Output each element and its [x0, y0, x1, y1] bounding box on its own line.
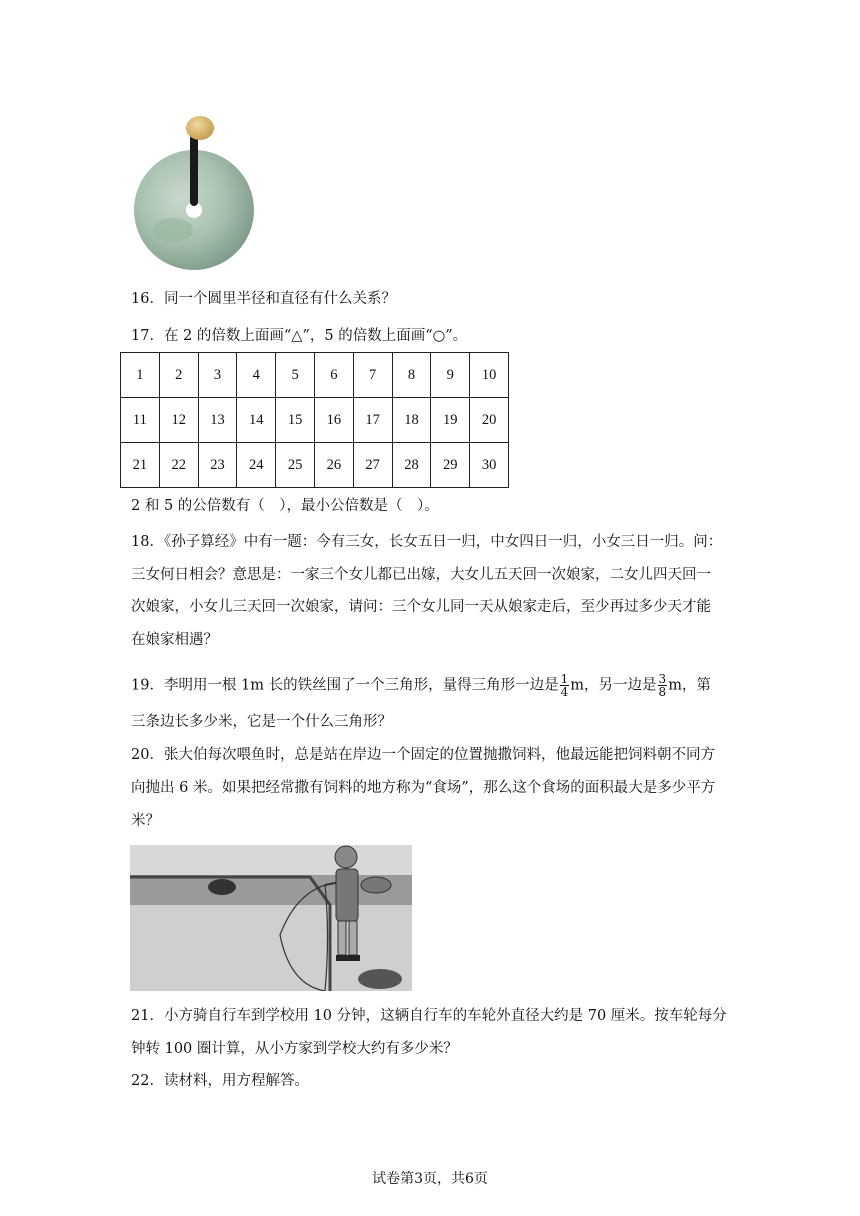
- fraction-one-quarter: $\frac{1}{4}$: [560, 672, 569, 699]
- grid-cell: 13: [198, 398, 237, 443]
- question-19-line-2: 三条边长多少米，它是一个什么三角形？: [131, 714, 392, 730]
- grid-cell: 15: [276, 398, 315, 443]
- grid-cell: 29: [431, 443, 470, 488]
- page-footer: 试卷第3页，共6页: [372, 1171, 488, 1187]
- grid-cell: 27: [353, 443, 392, 488]
- grid-cell: 11: [121, 398, 160, 443]
- question-22: 22．读材料，用方程解答。: [131, 1073, 309, 1089]
- grid-cell: 9: [431, 353, 470, 398]
- question-21-line-1: 21．小方骑自行车到学校用 10 分钟，这辆自行车的车轮外直径大约是 70 厘米。按车轮每分: [131, 1008, 727, 1024]
- grid-cell: 1: [121, 353, 160, 398]
- grid-cell: 8: [392, 353, 431, 398]
- question-18-line-4: 在娘家相遇？: [131, 632, 218, 648]
- question-21-line-2: 钟转 100 圈计算，从小方家到学校大约有多少米？: [131, 1041, 458, 1057]
- grid-row: [121, 443, 509, 488]
- question-20-line-3: 米？: [131, 813, 160, 829]
- grid-cell: 14: [237, 398, 276, 443]
- grid-cell: 22: [159, 443, 198, 488]
- grid-cell: 26: [314, 443, 353, 488]
- grid-cell: 5: [276, 353, 315, 398]
- grid-row: [121, 353, 509, 398]
- fraction-three-eighths: $\frac{3}{8}$: [658, 672, 667, 699]
- question-17: 17．在 2 的倍数上面画“△”，5 的倍数上面画“○”。: [131, 328, 468, 344]
- grid-cell: 20: [470, 398, 509, 443]
- grid-cell: 21: [121, 443, 160, 488]
- grid-row: [121, 398, 509, 443]
- question-16: 16．同一个圆里半径和直径有什么关系？: [131, 291, 396, 307]
- question-20-line-2: 向抛出 6 米。如果把经常撒有饲料的地方称为“食场”，那么这个食场的面积最大是多少平方: [131, 780, 716, 796]
- grid-cell: 16: [314, 398, 353, 443]
- grid-cell: 19: [431, 398, 470, 443]
- grid-cell: 10: [470, 353, 509, 398]
- grid-cell: 30: [470, 443, 509, 488]
- grid-cell: 6: [314, 353, 353, 398]
- feeding-fish-image: [130, 845, 412, 991]
- grid-cell: 24: [237, 443, 276, 488]
- grid-cell: 23: [198, 443, 237, 488]
- question-18-line-1: 18．《孙子算经》中有一题：今有三女，长女五日一归，中女四日一归，小女三日一归。问：: [131, 534, 723, 550]
- number-grid: [120, 352, 509, 488]
- grid-cell: 25: [276, 443, 315, 488]
- jade-pendant-image: [128, 112, 260, 272]
- grid-cell: 7: [353, 353, 392, 398]
- grid-cell: 28: [392, 443, 431, 488]
- question-19-text-c: m，第: [668, 677, 711, 694]
- question-17-blank: 2 和 5 的公倍数有（ ），最小公倍数是（ ）。: [131, 498, 439, 514]
- grid-cell: 12: [159, 398, 198, 443]
- grid-cell: 17: [353, 398, 392, 443]
- question-19-text-a: 19．李明用一根 1m 长的铁丝围了一个三角形，量得三角形一边是: [131, 677, 559, 694]
- question-18-line-2: 三女何日相会？意思是：一家三个女儿都已出嫁，大女儿五天回一次娘家，二女儿四天回一: [131, 567, 711, 583]
- grid-cell: 18: [392, 398, 431, 443]
- question-19-line-1: [131, 673, 711, 698]
- question-18-line-3: 次娘家，小女儿三天回一次娘家，请问：三个女儿同一天从娘家走后，至少再过多少天才能: [131, 599, 711, 615]
- grid-cell: 3: [198, 353, 237, 398]
- grid-cell: 2: [159, 353, 198, 398]
- question-19-text-b: m，另一边是: [570, 677, 657, 694]
- question-20-line-1: 20．张大伯每次喂鱼时，总是站在岸边一个固定的位置抛撒饲料，他最远能把饲料朝不同方: [131, 747, 715, 763]
- grid-cell: 4: [237, 353, 276, 398]
